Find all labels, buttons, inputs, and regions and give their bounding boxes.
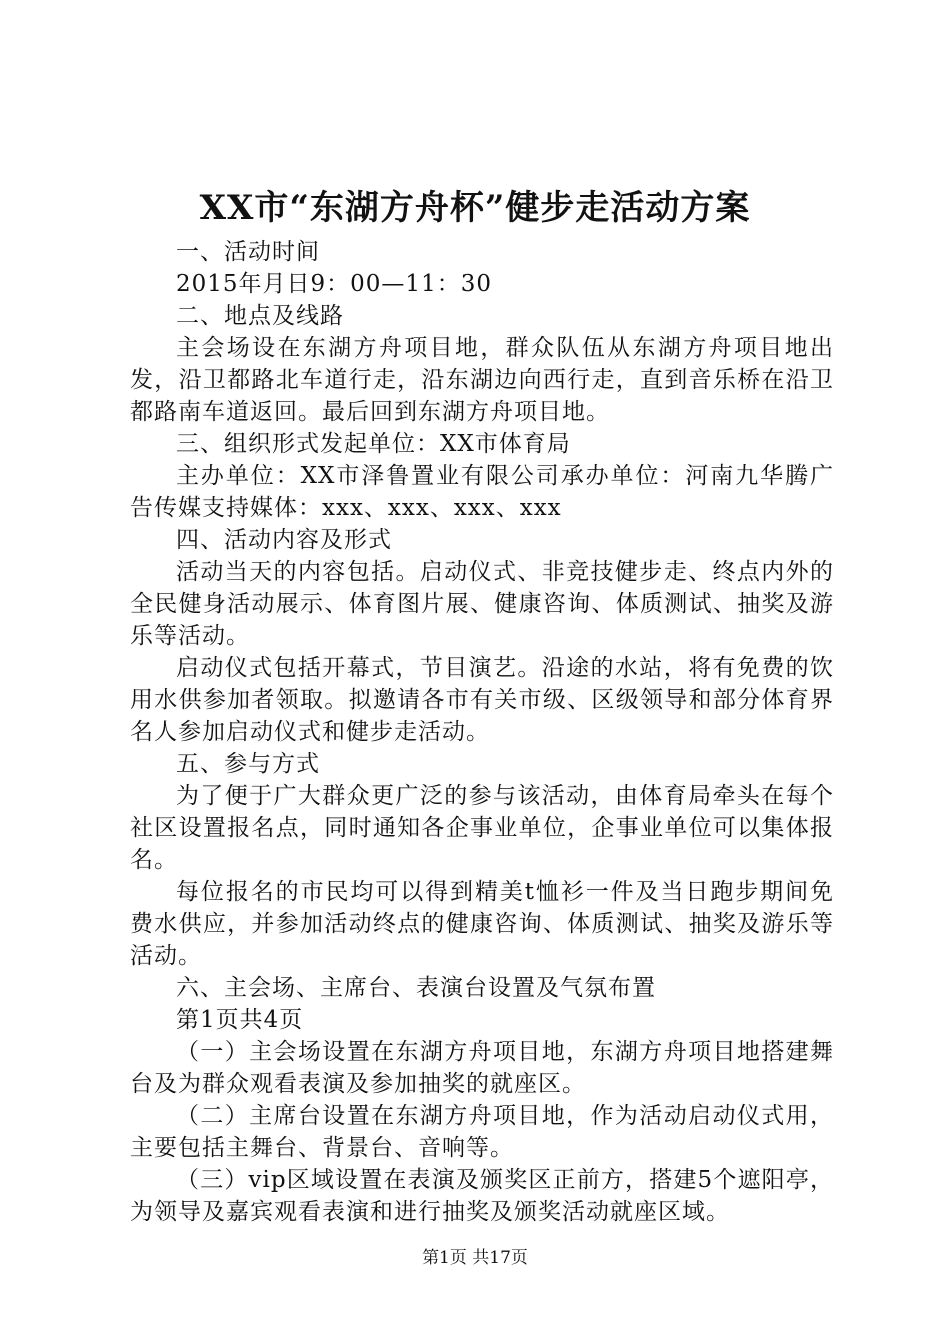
paragraph-content: 活动当天的内容包括。启动仪式、非竞技健步走、终点内外的全民健身活动展示、体育图片展、健康咨询、体质测试、抽奖及游乐等活动。 — [130, 559, 834, 649]
heading-location-route: 二、地点及线路 — [176, 303, 344, 329]
paragraph-time: 2015年月日9：00—11：30 — [176, 271, 492, 297]
heading-participation: 五、参与方式 — [176, 751, 320, 777]
inline-page-marker: 第1页共4页 — [176, 1007, 304, 1033]
paragraph-registration: 为了便于广大群众更广泛的参与该活动，由体育局牵头在每个社区设置报名点，同时通知各企事业单位，企事业单位可以集体报名。 — [130, 783, 834, 873]
paragraph-ceremony: 启动仪式包括开幕式，节目演艺。沿途的水站，将有免费的饮用水供参加者领取。拟邀请各市有关市级、区级领导和部分体育界名人参加启动仪式和健步走活动。 — [130, 655, 834, 745]
paragraph-main-venue: （一）主会场设置在东湖方舟项目地，东湖方舟项目地搭建舞台及为群众观看表演及参加抽奖的就座区。 — [130, 1039, 834, 1097]
paragraph-route: 主会场设在东湖方舟项目地，群众队伍从东湖方舟项目地出发，沿卫都路北车道行走，沿东湖边向西行走，直到音乐桥在沿卫都路南车道返回。最后回到东湖方舟项目地。 — [130, 335, 834, 425]
heading-content-form: 四、活动内容及形式 — [176, 527, 392, 553]
paragraph-rostrum: （二）主席台设置在东湖方舟项目地，作为活动启动仪式用，主要包括主舞台、背景台、音响等。 — [130, 1103, 834, 1161]
paragraph-organizers: 主办单位：XX市泽鲁置业有限公司承办单位：河南九华腾广告传媒支持媒体：xxx、xxx、xxx、xxx — [130, 463, 834, 521]
document-title: XX市“东湖方舟杯”健步走活动方案 — [199, 188, 751, 228]
heading-organization: 三、组织形式发起单位：XX市体育局 — [176, 431, 571, 457]
page-footer: 第1页 共17页 — [422, 1248, 528, 1268]
heading-activity-time: 一、活动时间 — [176, 239, 320, 265]
paragraph-vip-area: （三）vip区域设置在表演及颁奖区正前方，搭建5个遮阳亭，为领导及嘉宾观看表演和进行抽奖及颁奖活动就座区域。 — [130, 1167, 834, 1225]
paragraph-benefits: 每位报名的市民均可以得到精美t恤衫一件及当日跑步期间免费水供应，并参加活动终点的健康咨询、体质测试、抽奖及游乐等活动。 — [130, 879, 834, 969]
document-body — [130, 236, 834, 1228]
heading-venue-setup: 六、主会场、主席台、表演台设置及气氛布置 — [176, 975, 656, 1001]
